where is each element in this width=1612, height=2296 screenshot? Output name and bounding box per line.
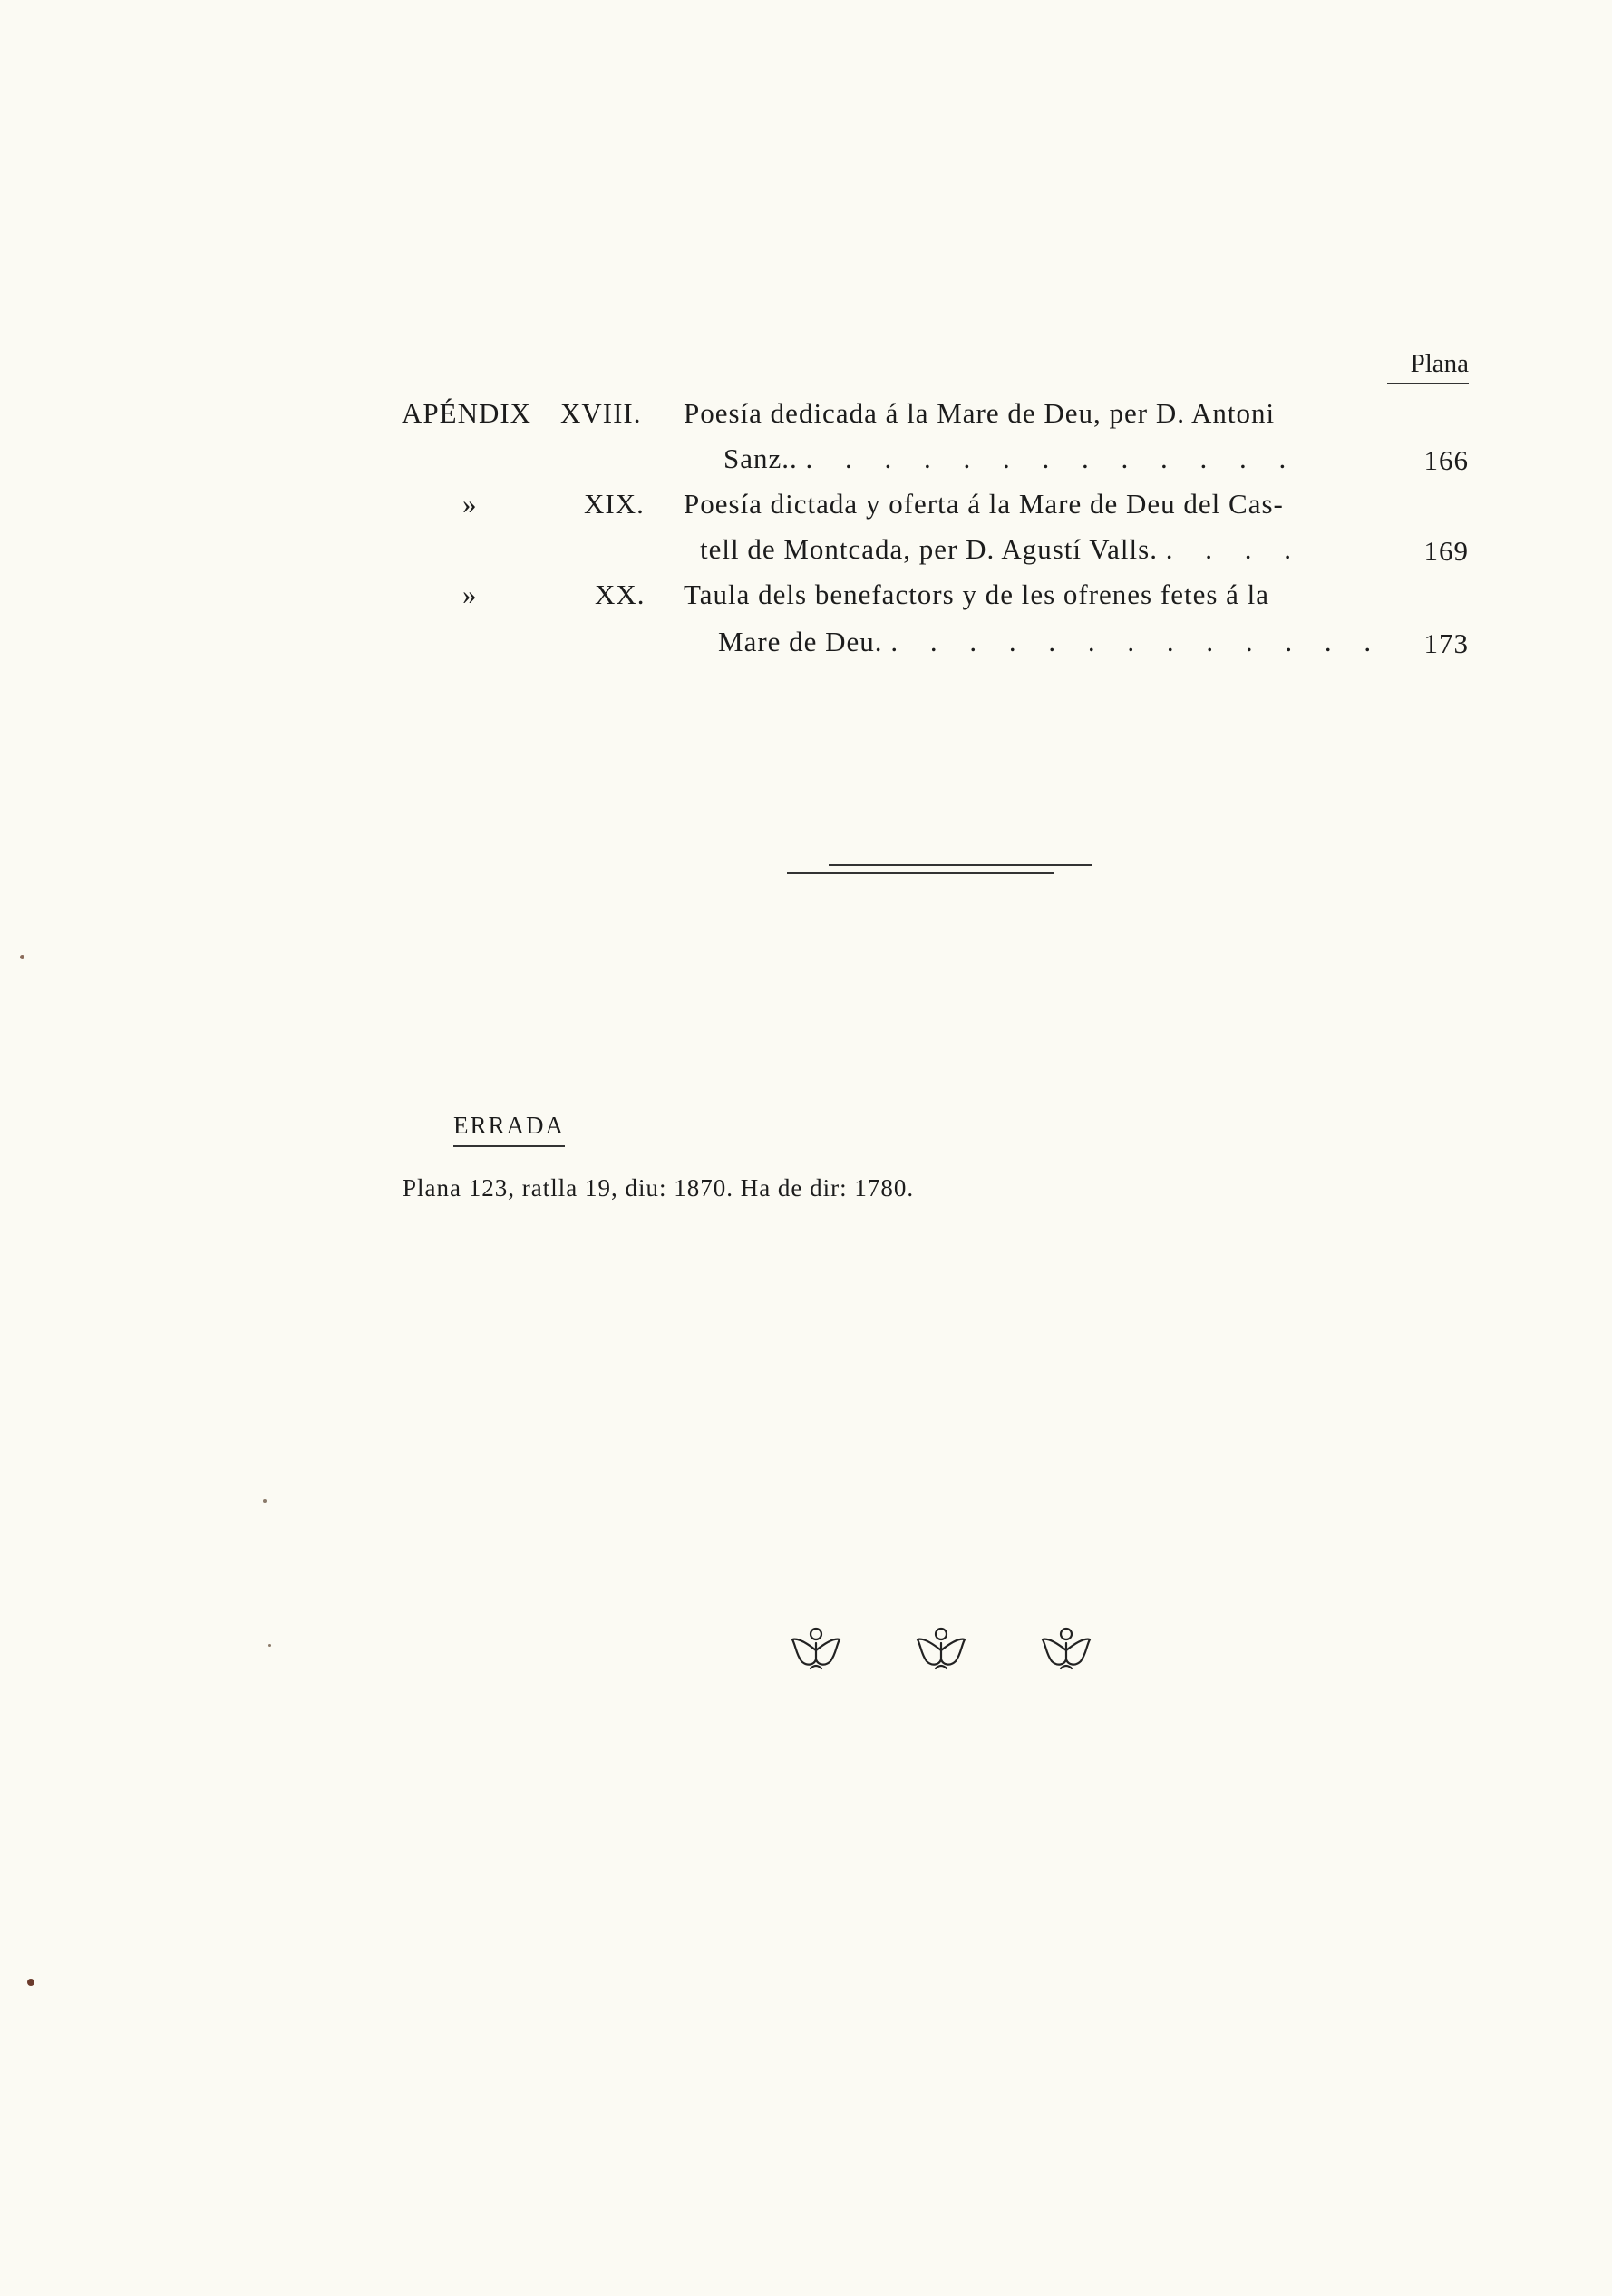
- leader-dots: . . . . . . . . . . . . .: [805, 443, 1299, 474]
- fleuron-icon: [787, 1623, 845, 1672]
- fleuron-icon: [912, 1623, 970, 1672]
- ditto-mark-xx: »: [462, 579, 478, 610]
- appendix-roman-xviii: XVIII.: [560, 397, 642, 429]
- toc-entry-xx-line2: [718, 628, 1384, 656]
- toc-entry-xix-title-end: tell de Montcada, per D. Agustí Valls.: [700, 533, 1158, 565]
- plana-column-header: Plana: [1387, 349, 1469, 384]
- toc-page-number-xix: 169: [1423, 535, 1469, 567]
- errata-text: Plana 123, ratlla 19, diu: 1870. Ha de dir: 1780.: [403, 1174, 915, 1202]
- paper-speck: [268, 1644, 271, 1647]
- fleuron-icon: [1037, 1623, 1095, 1672]
- toc-entry-xx-line1: Taula dels benefactors y de les ofrenes fetes á la: [684, 579, 1270, 610]
- paper-speck: [20, 955, 24, 959]
- appendix-roman-xx: XX.: [595, 579, 646, 610]
- toc-entry-xix-line1: Poesía dictada y oferta á la Mare de Deu del Cas-: [684, 488, 1284, 520]
- appendix-prefix-xviii: APÉNDIX: [402, 397, 532, 429]
- appendix-roman-xix: XIX.: [584, 488, 645, 520]
- ditto-mark-xix: »: [462, 488, 478, 520]
- fleuron-ornaments: [787, 1623, 1095, 1672]
- toc-entry-xix-line2: [700, 535, 1304, 563]
- toc-entry-xviii-line2: [723, 444, 1298, 472]
- errata-title: ERRADA: [453, 1112, 565, 1147]
- paper-speck: [27, 1979, 34, 1986]
- toc-page-number-xviii: 166: [1423, 444, 1469, 476]
- toc-entry-xviii-line1: Poesía dedicada á la Mare de Deu, per D. Antoni: [684, 397, 1276, 429]
- toc-entry-xx-title-end: Mare de Deu.: [718, 626, 883, 657]
- toc-entry-xviii-title-end: Sanz..: [723, 443, 798, 474]
- section-divider-top: [829, 864, 1092, 866]
- paper-speck: [263, 1499, 267, 1503]
- section-divider-bottom: [787, 872, 1054, 874]
- leader-dots: . . . . . . . . . . . . .: [890, 626, 1384, 657]
- leader-dots: . . . .: [1165, 533, 1304, 565]
- toc-page-number-xx: 173: [1423, 628, 1469, 659]
